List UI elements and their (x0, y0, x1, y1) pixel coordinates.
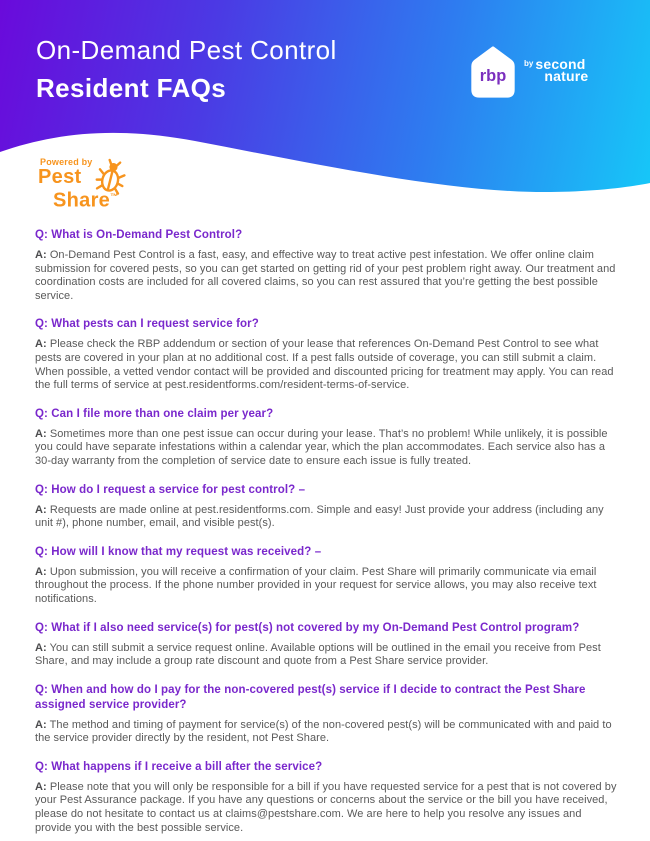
powered-by-pestshare-logo (38, 157, 158, 211)
answer-prefix: A: (35, 641, 47, 654)
faq-answer: A: Please note that you will only be responsible for a bill if you have requested service for a pest that is not covered by your Pest Assurance package. If you have any questions or concerns about the service or the bill you have received, please do not hesitate to contact us at claims@pestshare.com. We are here to help you resolve any issues and provide you with the best possible service. (35, 780, 617, 834)
answer-prefix: A: (35, 249, 47, 261)
faq-question: Q: When and how do I pay for the non-covered pest(s) service if I decide to contract the Pest Share assigned service provider? (35, 683, 586, 711)
answer-prefix: A: (35, 503, 47, 516)
answer-prefix: A: (35, 338, 47, 351)
by-label: by (524, 59, 534, 68)
faq-question: Q: Can I file more than one claim per year? (35, 407, 274, 420)
trademark-symbol: ™ (110, 192, 119, 201)
answer-prefix: A: (35, 565, 47, 578)
page-title: On-Demand Pest Control (36, 35, 337, 65)
answer-prefix: A: (35, 718, 47, 731)
faq-question: Q: What happens if I receive a bill after the service? (35, 760, 323, 773)
pestshare-word-share-text: Share (53, 189, 111, 212)
faq-answer: A: Sometimes more than one pest issue can occur during your lease. That’s no problem! While unlikely, it is possible you could have separate infestations within a calendar year, which the plan accommodates. Each service also has a 30-day warranty from the completion of service date to ensure each issue is fully treated. (35, 427, 608, 467)
faq-answer: A: On-Demand Pest Control is a fast, easy, and effective way to treat active pest infestation. We offer online claim submission for covered pests, so you can get started on getting rid of your pest problem right away. Our treatment and coordination costs are included for all covered claims, so you can rest assured that you’re getting the best possible service. (35, 249, 616, 302)
faq-answer: A: You can still submit a service request online. Available options will be outlined in the email you receive from Pest Share, and may include a group rate discount and quote from a Pest Share service provider. (35, 641, 601, 668)
faq-question: Q: How do I request a service for pest control? – (35, 483, 306, 496)
brand-word-second: second (535, 56, 586, 72)
faq-question: Q: What is On-Demand Pest Control? (35, 229, 243, 241)
faq-question: Q: What if I also need service(s) for pest(s) not covered by my On-Demand Pest Control program? (35, 621, 580, 634)
faq-question: Q: What pests can I request service for? (35, 318, 259, 331)
pestshare-word-pest: Pest (38, 166, 82, 188)
faq-question: Q: How will I know that my request was received? – (35, 545, 322, 558)
faq-answer: A: The method and timing of payment for service(s) of the non-covered pest(s) will be communicated with and paid to the service provider directly by the resident, not Pest Share. (35, 718, 612, 745)
svg-text:rbp: rbp (479, 67, 507, 86)
faq-answer: A: Requests are made online at pest.residentforms.com. Simple and easy! Just provide your address (including any unit #), phone number, email, and visible pest(s). (35, 503, 604, 530)
page-subtitle: Resident FAQs (36, 72, 227, 103)
faq-list (35, 222, 617, 837)
answer-prefix: A: (35, 427, 47, 440)
answer-prefix: A: (35, 780, 47, 793)
faq-answer: A: Upon submission, you will receive a confirmation of your claim. Pest Share will primarily communicate via email throughout the process. If the phone number provided in your request for service allows, you may also receive text notifications. (35, 565, 597, 605)
powered-by-label: Powered by (40, 157, 93, 167)
faq-answer: A: Please check the RBP addendum or section of your lease that references On-Demand Pest Control to see what pests are covered in your plan at no additional cost. If a pest falls outside of coverage, you can still submit a claim. When possible, a vetted vendor contact will be provided and discounted pricing for treatment may apply. You can read the full terms of service at pest.residentforms.com/resident-terms-of-service. (35, 338, 614, 392)
brand-word-nature: nature (544, 68, 589, 84)
